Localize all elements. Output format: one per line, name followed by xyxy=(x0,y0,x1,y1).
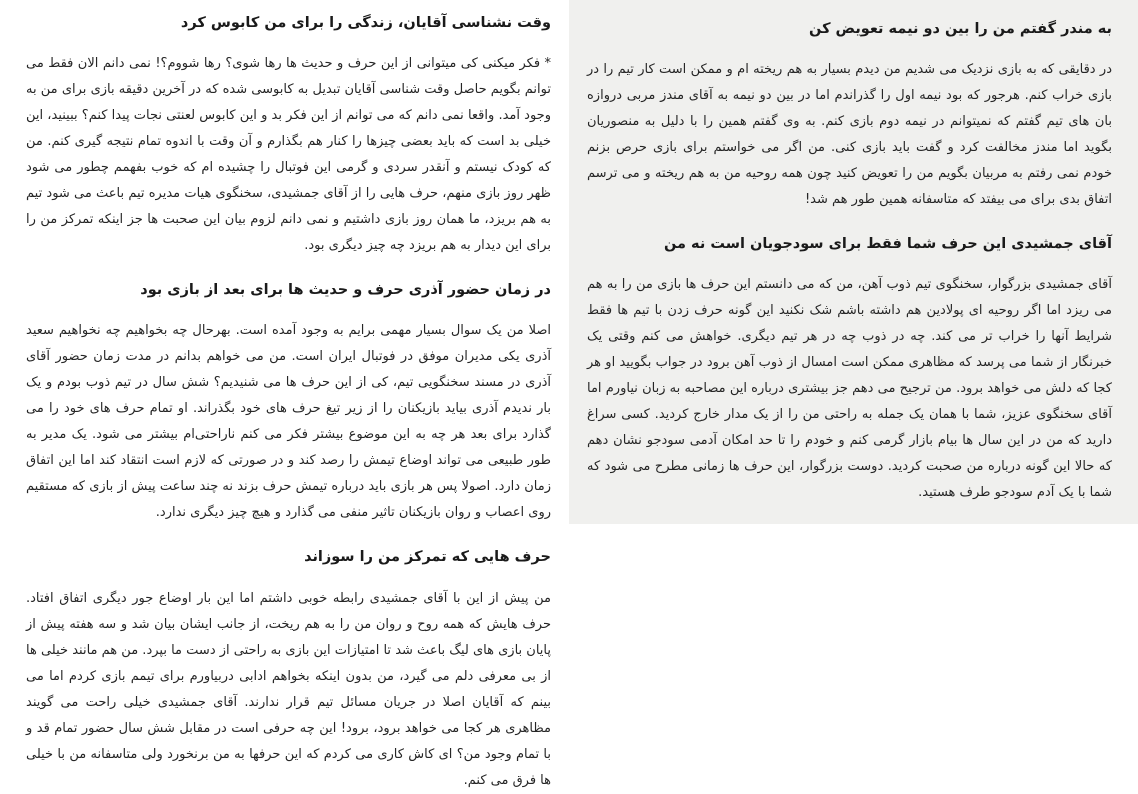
section-heading: آقای جمشیدی این حرف شما فقط برای سودجویان است نه من xyxy=(663,236,1112,253)
section-paragraph: اصلا من یک سوال بسیار مهمی برایم به وجود آمده است. بهرحال چه بخواهیم چه نخواهیم سعید آذری یکی مدیران موفق در فوتبال ایران است. من می خواهم بدانم در مدت زمان حضور آقای آذری در مسند سخنگویی تیم، کی از این حرف ها می شنیدیم؟ شش سال در تیم ذوب بودم و یک بار ندیدم آذری بیاید بازیکنان را از زیر تیغ حرف های خود بگذراند. او تمام حرف های خود را می گذارد برای بعد هر چه به این موضوع بیشتر فکر می کنم ناراحتی‌ام بیشتر می شود. یک مدیر به طور طبیعی می تواند اوضاع تیمش را رصد کند و در صورتی که لازم است انتقاد کند اما این اتفاق زمان دارد. اصولا پس هر بازی باید درباره تیمش حرف بزند نه چند ساعت پیش از بازی که مستقیم روی اعصاب و روان بازیکنان تاثیر منفی می گذارد و هیچ چیز دیگری ندارد. xyxy=(26,323,551,521)
section-heading: وقت نشناسی آقایان، زندگی را برای من کابوس کرد xyxy=(180,15,551,31)
article-column-right xyxy=(0,0,569,788)
section-heading: در زمان حضور آذری حرف و حدیث ها برای بعد از بازی بود xyxy=(140,282,551,299)
section-heading: به مندر گفتم من را بین دو نیمه تعویض کن xyxy=(809,21,1112,37)
column-bottom-whitespace xyxy=(569,524,1138,764)
section-paragraph: در دقایقی که به بازی نزدیک می شدیم من دیدم بسیار به هم ریخته ام و ممکن است کار تیم را در بازی خراب کنم. هرجور که بود نیمه اول را گذراندم اما در بین دو نیمه به آقای مندز مربی دروازه بان های تیم گفتم که نمیتوانم در نیمه دوم بازی کنم. به وی گفتم همین را با دلیل به منصوریان بگوید اما مندز مخالفت کرد و گفت باید بازی کنی. من اگر می خواستم برای بازی حرص بزنم خودم نمی رفتم به مربیان بگویم من را تعویض کنید چون همه روحیه من به هم ریخته و می ترسم اتفاق بدی برای می بیفتد که متاسفانه همین طور هم شد! xyxy=(587,62,1112,208)
article-column-left-inner xyxy=(587,18,1112,506)
section-paragraph: من پیش از این با آقای جمشیدی رابطه خوبی داشتم اما این بار اوضاع جور دیگری اتفاق افتاد. حرف هایش که همه روح و روان من را به هم ریخت، از جانب ایشان بیان شد و سه هفته پیش از پایان بازی های لیگ باعث شد تا امتیازات این بازی به راحتی از دست ما بپرد. من هم مانند خیلی ها از بی معرفی دلم می گیرد، من بدون اینکه بخواهم ادابی دربیاورم برای تیمم بازی کردم اما می بینم که آقایان اصلا در جریان مسائل تیم قرار ندارند. آقای جمشیدی خیلی راحت می گویند مظاهری هر کجا می خواهد برود، برود! این چه حرفی است در مقابل شش سال حضور تمام قد و با تمام وجود من؟ ای کاش کاری می کردم که این حرفها به من برنخورد ولی متاسفانه من با خیلی ها فرق می کنم. xyxy=(26,590,551,788)
article-column-left xyxy=(569,0,1138,764)
section-paragraph: آقای جمشیدی بزرگوار، سخنگوی تیم ذوب آهن، من که می دانستم این حرف ها بازی من را به هم می ریزد اما اگر روحیه ای پولادین هم داشته باشم شک نکنید این گونه حرف زدن با تیم ها فقط شرایط آنها را خراب تر می کند. چه در ذوب چه در هر تیم دیگری. خواهش می کنم وقتی یک خبرنگار از شما می پرسد که مظاهری ممکن است امسال از ذوب آهن برود در جواب بگویید او هر کجا که دلش می خواهد برود. من ترجیح می دهم جز بیشتری درباره این مصاحبه به زبان نیاورم اما آقای سخنگوی عزیز، شما با همان یک جمله به راحتی من را از یک مدار خارج کردید. کسی سراغ دارید که من در این سال ها بیام بازار گرمی کنم و خودم را تا حد امکان آدمی سودجو نشان دهم که حالا این گونه درباره من صحبت کردید. دوست بزرگوار، این حرف ها زمانی مطرح می شود که شما با یک آدم سودجو طرف هستید. xyxy=(587,277,1112,501)
section-heading: حرف هایی که تمرکز من را سوزاند xyxy=(304,549,551,566)
section-paragraph: * فکر میکنی کی میتوانی از این حرف و حدیث ها رها شوی؟ رها شووم؟! نمی دانم الان فقط می توانم بگویم حاصل وقت شناسی آقایان تبدیل به کابوسی شده که در آخرین دقیقه بازی برای من به وجود آمد. واقعا نمی دانم که می توانم از این فکر بد و این کابوس لعنتی نجات پیدا کنم؟ ببینید، این خیلی بد است که باید بعضی چیزها را کنار هم بگذارم و آن وقت با اندوه تمام نتیجه گیری کنم. من که کودک نیستم و آنقدر سردی و گرمی این فوتبال را چشیده ام که خوب بفهمم چطور می شود ظهر روز بازی منهم، حرف هایی را از آقای جمشیدی، سخنگوی هیات مدیره تیم باعث می شود تیم به هم بریزد، ما همان روز بازی داشتیم و نمی دانم لزوم بیان این صحبت ها جز اینکه تمرکز من را برای این دیدار به هم بریزد چه چیز دیگری بود. xyxy=(26,56,551,254)
